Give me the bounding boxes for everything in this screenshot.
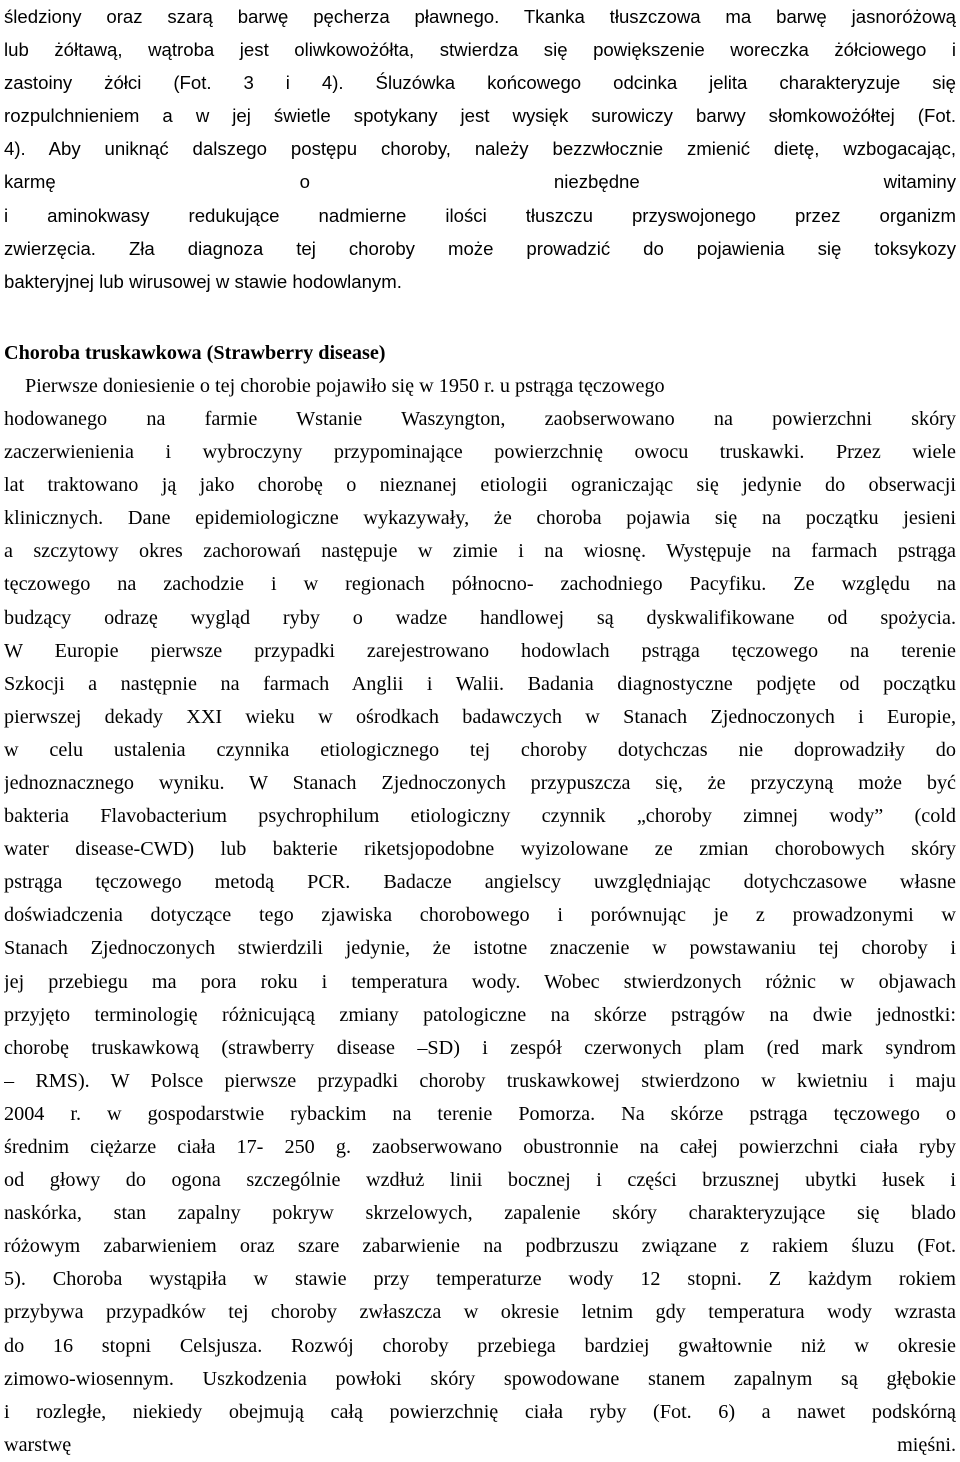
text-line: water disease-CWD) lub bakterie riketsjopodobne wyizolowane ze zmian chorobowych skóry — [4, 838, 956, 861]
text-line: średnim ciężarze ciała 17- 250 g. zaobserwowano obustronnie na całej powierzchni ciała ryby — [4, 1136, 956, 1158]
text-line: i aminokwasy redukujące nadmierne ilości tłuszczu przyswojonego przez organizm — [4, 204, 956, 226]
section-body-strawberry-disease — [4, 370, 956, 1462]
text-line: 4). Aby uniknąć dalszego postępu choroby, należy bezzwłocznie zmienić dietę, wzbogacając, — [4, 138, 956, 160]
text-line: lat traktowano ją jako chorobę o nieznanej etiologii ograniczając się jedynie do obserwacji — [4, 474, 956, 497]
text-line: zwierzęcia. Zła diagnoza tej choroby może prowadzić do pojawienia się toksykozy — [4, 237, 956, 259]
text-line: od głowy do ogona szczególnie wzdłuż linii bocznej i części brzusznej ubytki łusek i — [4, 1169, 956, 1192]
text-line: pierwszej dekady XXI wieku w ośrodkach badawczych w Stanach Zjednoczonych i Europie, — [4, 705, 956, 728]
paragraph-gap — [4, 298, 956, 337]
text-line: karmę o niezbędne witaminy — [4, 171, 956, 193]
text-line: zastoiny żółci (Fot. 3 i 4). Śluzówka końcowego odcinka jelita charakteryzuje się — [4, 72, 956, 94]
text-line: klinicznych. Dane epidemiologiczne wykazywały, że choroba pojawia się na początku jesieni — [4, 507, 956, 530]
text-line: jej przebiegu ma pora roku i temperatura wody. Wobec stwierdzonych różnic w objawach — [4, 970, 956, 993]
text-line: zimowo-wiosennym. Uszkodzenia powłoki skóry spowodowane stanem zapalnym są głębokie — [4, 1367, 956, 1390]
text-line: i rozległe, niekiedy obejmują całą powierzchnię ciała ryby (Fot. 6) a nawet podskórną — [4, 1400, 956, 1423]
text-line: zaczerwienienia i wybroczyny przypominające powierzchnię owocu truskawki. Przez wiele — [4, 441, 956, 464]
text-line: Stanach Zjednoczonych stwierdzili jedynie, że istotne znaczenie w powstawaniu tej choroby i — [4, 937, 956, 960]
text-line: Szkocji a następnie na farmach Anglii i Walii. Badania diagnostyczne podjęte od początku — [4, 672, 956, 695]
text-line: Pierwsze doniesienie o tej chorobie pojawiło się w 1950 r. u pstrąga tęczowego — [25, 374, 665, 397]
text-line: rozpulchnieniem a w jej świetle spotykany jest wysięk surowiczy barwy słomkowożółtej (Fot. — [4, 105, 956, 127]
text-line: W Europie pierwsze przypadki zarejestrowano hodowlach pstrąga tęczowego na terenie — [4, 639, 956, 662]
text-line: pstrąga tęczowego metodą PCR. Badacze angielscy uwzględniając dotychczasowe własne — [4, 871, 956, 894]
text-line: bakteryjnej lub wirusowej w stawie hodowlanym. — [4, 270, 402, 292]
text-line: hodowanego na farmie Wstanie Waszyngton, zaobserwowano na powierzchni skóry — [4, 407, 956, 430]
text-line: przybywa przypadków tej choroby zwłaszcza w okresie letnim gdy temperatura wody wzrasta — [4, 1301, 956, 1324]
text-line: śledziony oraz szarą barwę pęcherza pławnego. Tkanka tłuszczowa ma barwę jasnoróżową — [4, 6, 956, 27]
text-line: jednoznacznego wyniku. W Stanach Zjednoczonych przypuszcza się, że przyczyną może być — [4, 771, 956, 794]
text-line: naskórka, stan zapalny pokryw skrzelowych, zapalenie skóry charakteryzujące się blado — [4, 1202, 956, 1225]
text-line: różowym zabarwieniem oraz szare zabarwienie na podbrzuszu związane z rakiem śluzu (Fot. — [4, 1235, 956, 1258]
text-line: tęczowego na zachodzie i w regionach północno- zachodniego Pacyfiku. Ze względu na — [4, 573, 956, 596]
text-line: chorobę truskawkową (strawberry disease –SD) i zespół czerwonych plam (red mark syndrom — [4, 1036, 956, 1059]
text-line: do 16 stopni Celsjusza. Rozwój choroby przebiega bardziej gwałtownie niż w okresie — [4, 1334, 956, 1357]
text-line: doświadczenia dotyczące tego zjawiska chorobowego i porównując je z prowadzonymi w — [4, 904, 956, 927]
text-line: 5). Choroba wystąpiła w stawie przy temperaturze wody 12 stopni. Z każdym rokiem — [4, 1268, 956, 1291]
text-line: bakteria Flavobacterium psychrophilum etiologiczny czynnik „choroby zimnej wody” (cold — [4, 805, 956, 828]
text-line: przyjęto terminologię różnicującą zmiany patologiczne na skórze pstrągów na dwie jednostki: — [4, 1003, 956, 1026]
text-line: warstwę mięśni. — [4, 1433, 956, 1456]
text-line: 2004 r. w gospodarstwie rybackim na terenie Pomorza. Na skórze pstrąga tęczowego o — [4, 1102, 956, 1125]
text-line: a szczytowy okres zachorowań następuje w zimie i na wiosnę. Występuje na farmach pstrąga — [4, 540, 956, 563]
text-line: – RMS). W Polsce pierwsze przypadki choroby truskawkowej stwierdzono w kwietniu i maju — [4, 1069, 956, 1092]
paragraph-fish-symptoms — [4, 0, 956, 298]
document-page — [4, 0, 956, 1462]
text-line: w celu ustalenia czynnika etiologicznego tej choroby dotychczas nie doprowadziły do — [4, 738, 956, 761]
text-line: lub żółtawą, wątroba jest oliwkowożółta, stwierdza się powiększenie woreczka żółciowego i — [4, 39, 956, 61]
text-line: budzący odrazę wygląd ryby o wadze handlowej są dyskwalifikowane od spożycia. — [4, 606, 956, 629]
section-heading: Choroba truskawkowa (Strawberry disease) — [4, 341, 386, 364]
